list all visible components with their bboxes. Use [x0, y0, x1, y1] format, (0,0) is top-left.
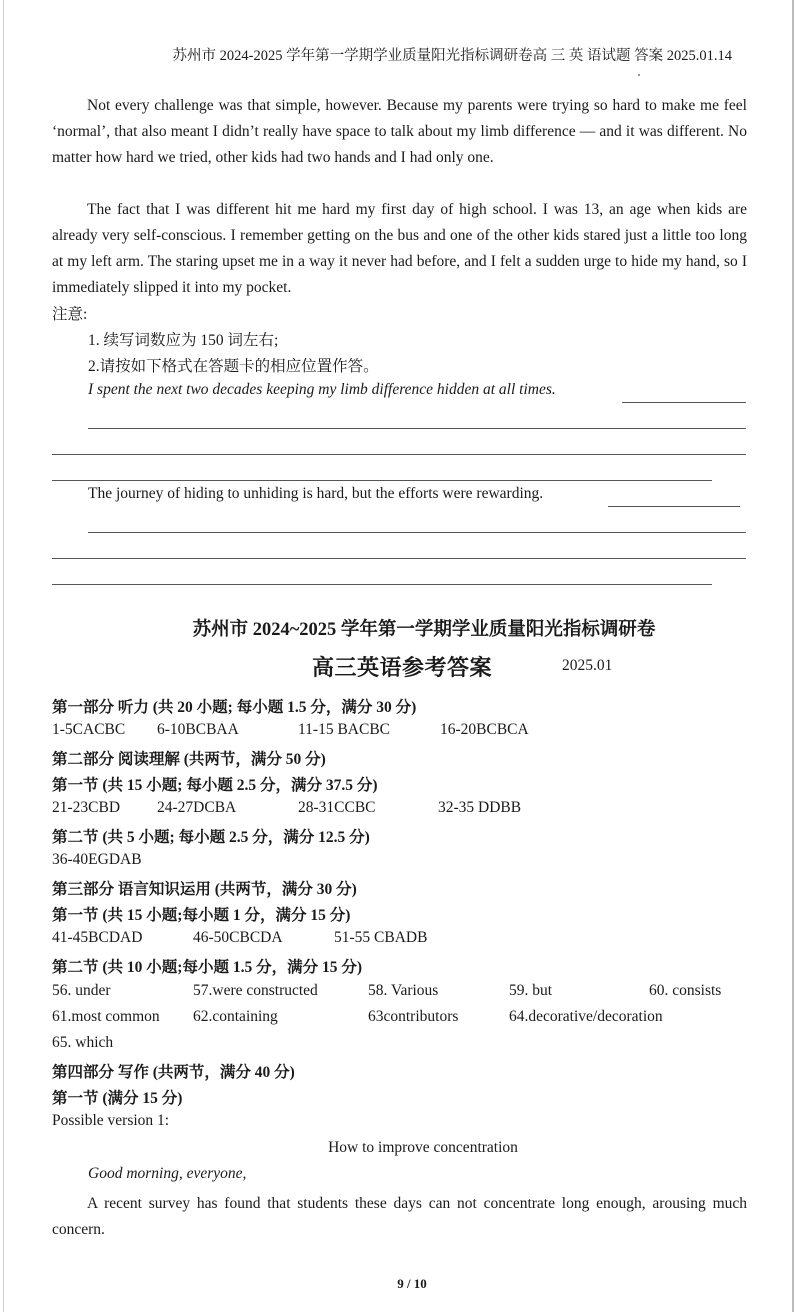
notes-item-1: 1. 续写词数应为 150 词左右;: [88, 332, 279, 349]
version-label: Possible version 1:: [52, 1112, 170, 1129]
answer-key-subtitle: 高三英语参考答案: [312, 656, 493, 681]
passage-paragraph-2: The fact that I was different hit me hard my first day of high school. I was 13, an age when kids are already very self-conscious. I remember getting on the bus and one of the other kids stared just a little too long at my left arm. The staring upset me in a way it never had before, and I felt a sudden urge to hide my hand, so I immediately slipped it into my pocket.: [52, 201, 747, 296]
prompt-paragraph-2: The journey of hiding to unhiding is hard, but the efforts were rewarding.: [88, 485, 544, 502]
answer-item: 58. Various: [368, 982, 439, 999]
writing-line: [52, 584, 712, 585]
answer-group: 28-31CCBC: [298, 799, 376, 816]
writing-line: [52, 480, 712, 481]
part2-section1-heading: 第一节 (共 15 小题; 每小题 2.5 分，满分 37.5 分): [52, 777, 378, 794]
answer-item: 57.were constructed: [193, 982, 318, 999]
writing-line: [622, 402, 746, 403]
answer-group: 24-27DCBA: [157, 799, 237, 816]
answer-group: 6-10BCBAA: [157, 721, 239, 738]
answer-item: 60. consists: [649, 982, 722, 999]
writing-line: [52, 454, 746, 455]
answer-item: 61.most common: [52, 1008, 160, 1025]
prompt-paragraph-1: I spent the next two decades keeping my limb difference hidden at all times.: [88, 381, 556, 398]
answer-group: 1-5CACBC: [52, 721, 126, 738]
answer-group: 36-40EGDAB: [52, 851, 142, 868]
writing-line: [88, 428, 746, 429]
answer-group: 21-23CBD: [52, 799, 121, 816]
page-number: 9 / 10: [397, 1276, 427, 1291]
answer-item: 56. under: [52, 982, 111, 999]
part3-heading: 第三部分 语言知识运用 (共两节，满分 30 分): [52, 881, 357, 898]
writing-line: [608, 506, 740, 507]
part1-heading: 第一部分 听力 (共 20 小题; 每小题 1.5 分，满分 30 分): [52, 699, 417, 716]
answer-key-date: 2025.01: [562, 657, 613, 674]
part4-heading: 第四部分 写作 (共两节，满分 40 分): [52, 1064, 295, 1081]
essay-title: How to improve concentration: [328, 1139, 518, 1156]
answer-item: 63contributors: [368, 1008, 459, 1025]
answer-group: 51-55 CBADB: [334, 929, 428, 946]
part4-section1-heading: 第一节 (满分 15 分): [52, 1090, 183, 1107]
answer-group: 32-35 DDBB: [438, 799, 522, 816]
essay-greeting: Good morning, everyone,: [88, 1165, 247, 1182]
answer-item: 65. which: [52, 1034, 114, 1051]
essay-paragraph-1: A recent survey has found that students these days can not concentrate long enough, arousing much concern.: [52, 1195, 747, 1238]
part2-heading: 第二部分 阅读理解 (共两节，满分 50 分): [52, 751, 326, 768]
answer-group: 16-20BCBCA: [440, 721, 529, 738]
answer-group: 46-50CBCDA: [193, 929, 283, 946]
answer-group: 11-15 BACBC: [298, 721, 391, 738]
answer-group: 41-45BCDAD: [52, 929, 143, 946]
writing-line: [52, 558, 746, 559]
writing-line: [88, 532, 746, 533]
part3-section1-heading: 第一节 (共 15 小题;每小题 1 分，满分 15 分): [52, 907, 351, 924]
answer-key-title: 苏州市 2024~2025 学年第一学期学业质量阳光指标调研卷: [192, 620, 656, 640]
notes-label: 注意:: [52, 306, 88, 323]
part2-section2-heading: 第二节 (共 5 小题; 每小题 2.5 分，满分 12.5 分): [52, 829, 370, 846]
page-header: 苏州市 2024-2025 学年第一学期学业质量阳光指标调研卷高 三 英 语试题 答案 2025.01.14: [172, 48, 732, 64]
scan-speck: [638, 74, 640, 76]
part3-section2-heading: 第二节 (共 10 小题;每小题 1.5 分，满分 15 分): [52, 959, 362, 976]
notes-item-2: 2.请按如下格式在答题卡的相应位置作答。: [88, 358, 379, 375]
answer-item: 62.containing: [193, 1008, 278, 1025]
answer-item: 59. but: [509, 982, 553, 999]
passage-paragraph-1: Not every challenge was that simple, however. Because my parents were trying so hard to make me feel ‘normal’, that also meant I didn’t really have space to talk about my limb difference — and it was different. No matter how hard we tried, other kids had two hands and I had only one.: [52, 97, 747, 166]
answer-item: 64.decorative/decoration: [509, 1008, 663, 1025]
